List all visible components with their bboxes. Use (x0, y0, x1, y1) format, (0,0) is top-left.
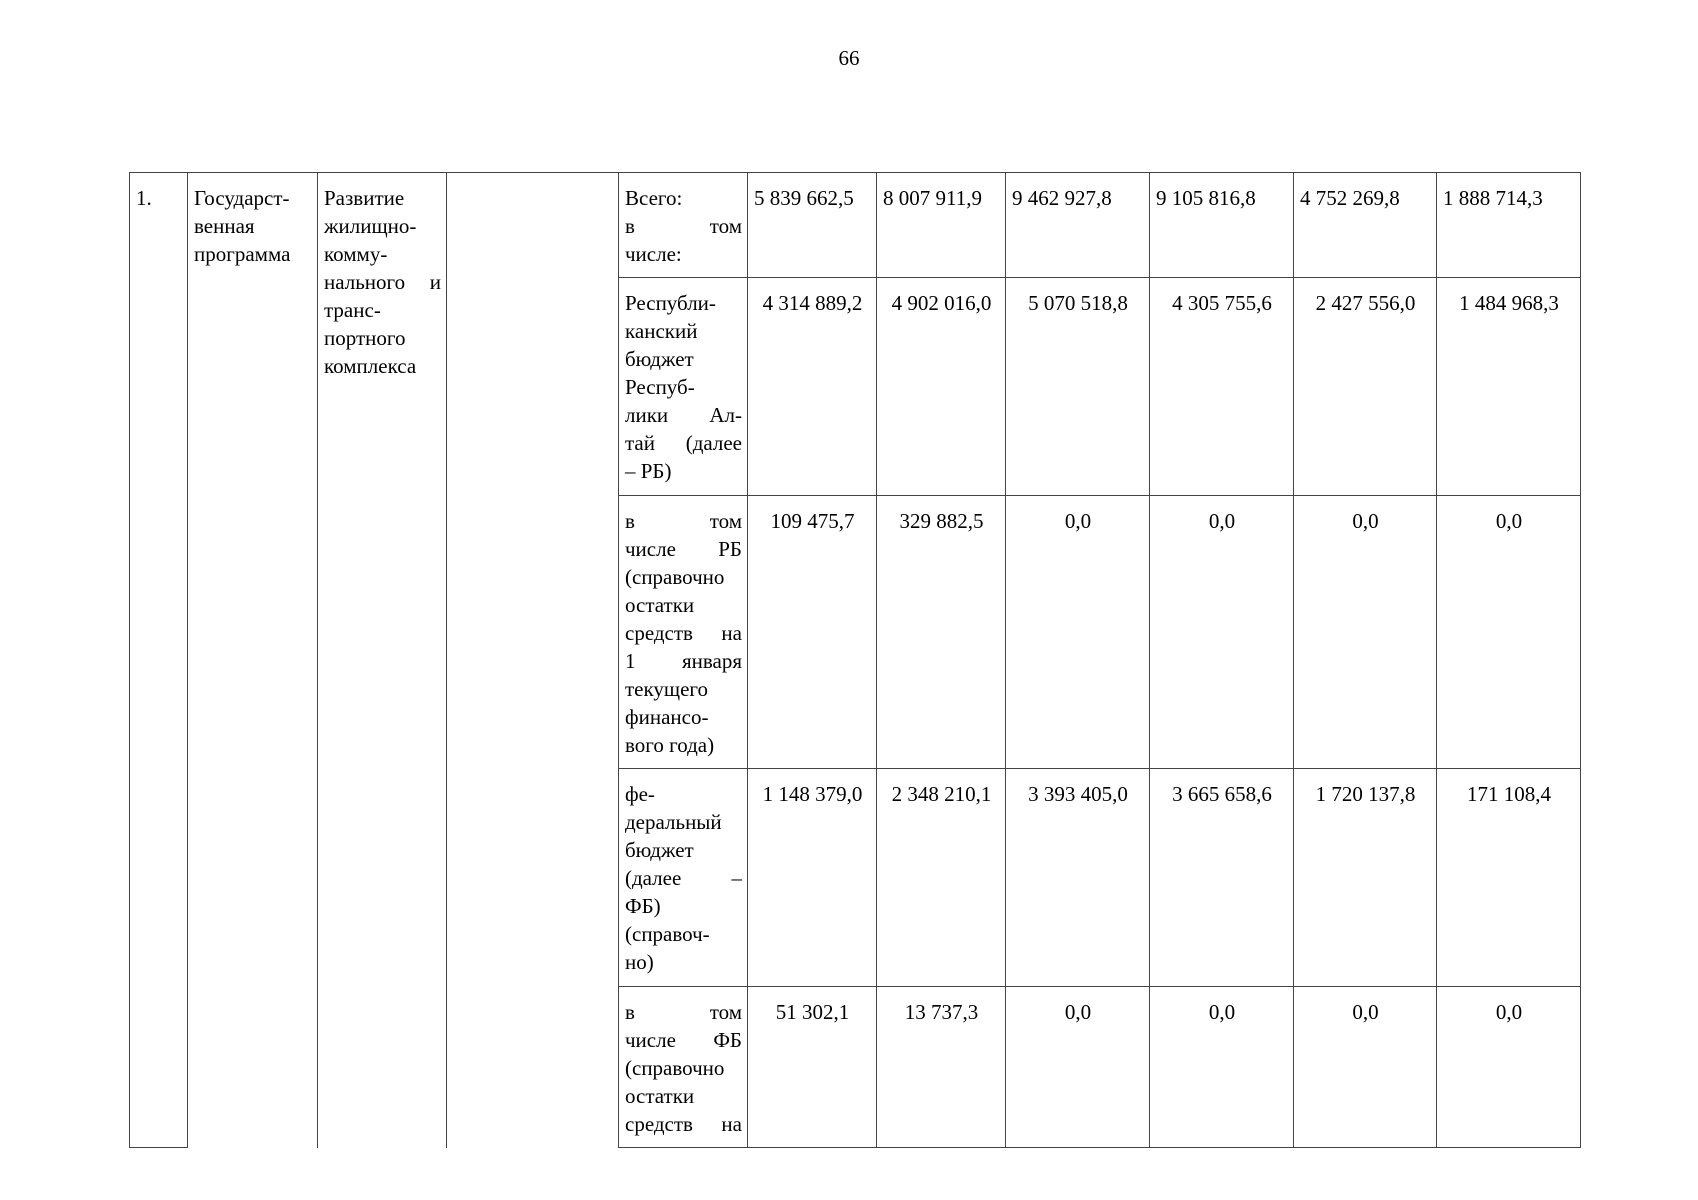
value-cell: 0,0 (1006, 987, 1150, 1148)
budget-table (129, 172, 1581, 1148)
value-cell: 1 720 137,8 (1294, 769, 1437, 987)
value-cell: 51 302,1 (748, 987, 877, 1148)
value-cell: 0,0 (1006, 496, 1150, 769)
value-cell: 171 108,4 (1437, 769, 1581, 987)
value-cell: 1 148 379,0 (748, 769, 877, 987)
value-cell: 0,0 (1294, 496, 1437, 769)
value-cell: 5 070 518,8 (1006, 278, 1150, 496)
value-cell: 3 393 405,0 (1006, 769, 1150, 987)
source-label: в том числе ФБ (справочно остатки средств на (625, 1000, 742, 1136)
value-cell: 2 427 556,0 (1294, 278, 1437, 496)
program-name-cell (318, 173, 447, 1148)
source-cell (619, 496, 748, 769)
value-cell: 0,0 (1294, 987, 1437, 1148)
source-cell (619, 987, 748, 1148)
value-cell: 8 007 911,9 (877, 173, 1006, 278)
value-cell: 4 314 889,2 (748, 278, 877, 496)
value-cell: 1 888 714,3 (1437, 173, 1581, 278)
value-cell: 4 752 269,8 (1294, 173, 1437, 278)
source-label: в том числе РБ (справочно остатки средств на 1 января текущего финансо- вого года) (625, 509, 742, 757)
source-cell (619, 278, 748, 496)
value-cell: 109 475,7 (748, 496, 877, 769)
table-row (130, 173, 1581, 278)
value-cell: 0,0 (1437, 987, 1581, 1148)
value-cell: 3 665 658,6 (1150, 769, 1294, 987)
empty-cell (447, 173, 619, 1148)
value-cell: 4 305 755,6 (1150, 278, 1294, 496)
value-cell: 0,0 (1150, 987, 1294, 1148)
value-cell: 5 839 662,5 (748, 173, 877, 278)
program-type: Государст- венная программа (194, 186, 291, 266)
row-number: 1. (136, 186, 152, 210)
value-cell: 13 737,3 (877, 987, 1006, 1148)
value-cell: 4 902 016,0 (877, 278, 1006, 496)
value-cell: 9 105 816,8 (1150, 173, 1294, 278)
source-label: фе- деральный бюджет (далее – ФБ) (справоч- но) (625, 782, 742, 974)
value-cell: 1 484 968,3 (1437, 278, 1581, 496)
program-type-cell (188, 173, 318, 1148)
source-label: Республи- канский бюджет Респуб- лики Ал- тай (далее – РБ) (625, 291, 742, 483)
page-number: 66 (838, 46, 860, 70)
source-cell (619, 173, 748, 278)
value-cell: 329 882,5 (877, 496, 1006, 769)
source-cell (619, 769, 748, 987)
program-name: Развитие жилищно- комму- нального и транс- портного комплекса (324, 186, 441, 378)
value-cell: 2 348 210,1 (877, 769, 1006, 987)
value-cell: 0,0 (1437, 496, 1581, 769)
value-cell: 0,0 (1150, 496, 1294, 769)
value-cell: 9 462 927,8 (1006, 173, 1150, 278)
source-label: Всего: в том числе: (625, 186, 742, 266)
row-number-cell (130, 173, 188, 1148)
